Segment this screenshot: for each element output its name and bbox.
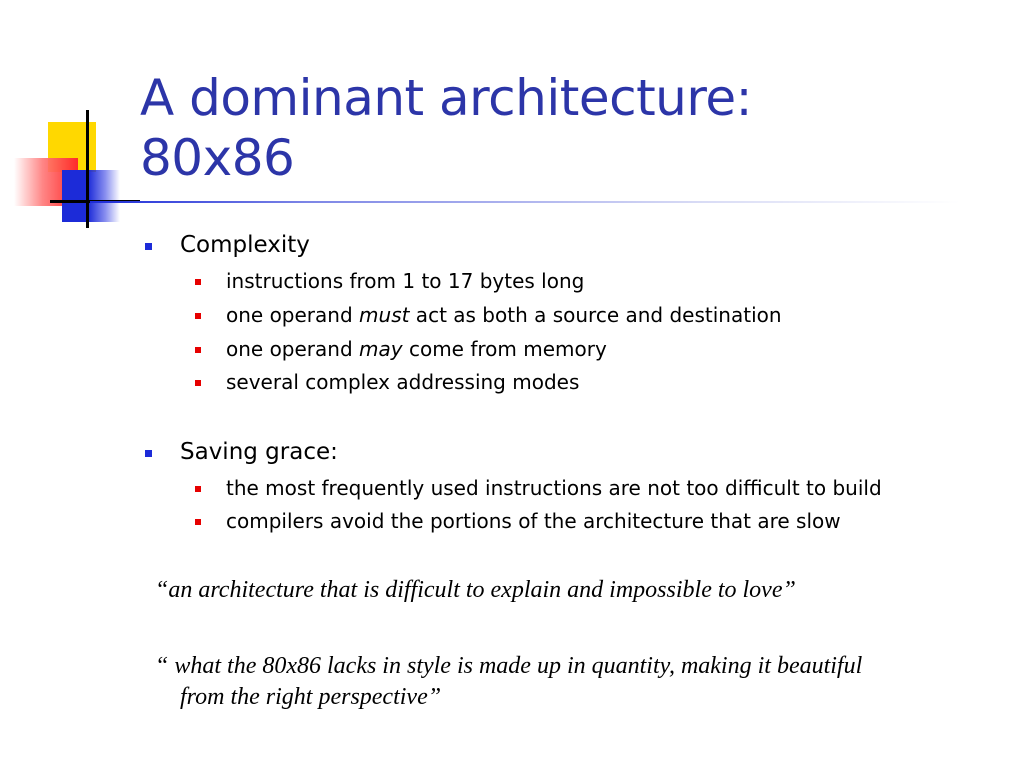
slide-title [140, 68, 1000, 188]
bullet-label: Saving grace: [180, 439, 338, 465]
title-underline-rule [90, 201, 960, 203]
sub-bullet-label: several complex addressing modes [226, 370, 580, 394]
sub-bullet [226, 370, 579, 394]
quote-1: “an architecture that is difficult to explain and impossible to love” [155, 577, 796, 603]
quote-2-line2: from the right perspective” [180, 684, 442, 710]
bullet-square-icon [145, 450, 152, 457]
decorative-blue-gradient-block [62, 170, 120, 222]
slide-title-line2: 80x86 [140, 129, 295, 187]
sub-bullet-text-post: come from memory [402, 337, 607, 361]
bullet-square-icon [195, 486, 201, 492]
bullet-square-icon [195, 380, 201, 386]
sub-bullet-label: instructions from 1 to 17 bytes long [226, 269, 585, 293]
emphasis-may: may [359, 337, 403, 361]
bullet-square-icon [195, 279, 201, 285]
bullet-saving-grace [180, 439, 338, 465]
bullet-square-icon [195, 347, 201, 353]
sub-bullet-text-pre: one operand [226, 337, 360, 361]
bullet-square-icon [195, 519, 201, 525]
slide-title-line1: A dominant architecture: [140, 69, 752, 127]
sub-bullet-text-post: act as both a source and destination [409, 303, 782, 327]
quote-2-line1: “ what the 80x86 lacks in style is made up in quantity, making it beautiful [155, 653, 863, 679]
emphasis-must: must [359, 303, 410, 327]
sub-bullet [226, 476, 882, 500]
sub-bullet-text-pre: one operand [226, 303, 360, 327]
bullet-square-icon [195, 313, 201, 319]
bullet-complexity [180, 232, 310, 258]
sub-bullet [226, 509, 841, 533]
sub-bullet [226, 303, 782, 327]
sub-bullet [226, 337, 607, 361]
sub-bullet-label: the most frequently used instructions are not too difficult to build [226, 476, 882, 500]
sub-bullet-label: compilers avoid the portions of the architecture that are slow [226, 509, 841, 533]
decorative-vertical-line [86, 110, 89, 228]
sub-bullet [226, 269, 584, 293]
bullet-square-icon [145, 243, 152, 250]
bullet-label: Complexity [180, 232, 310, 258]
